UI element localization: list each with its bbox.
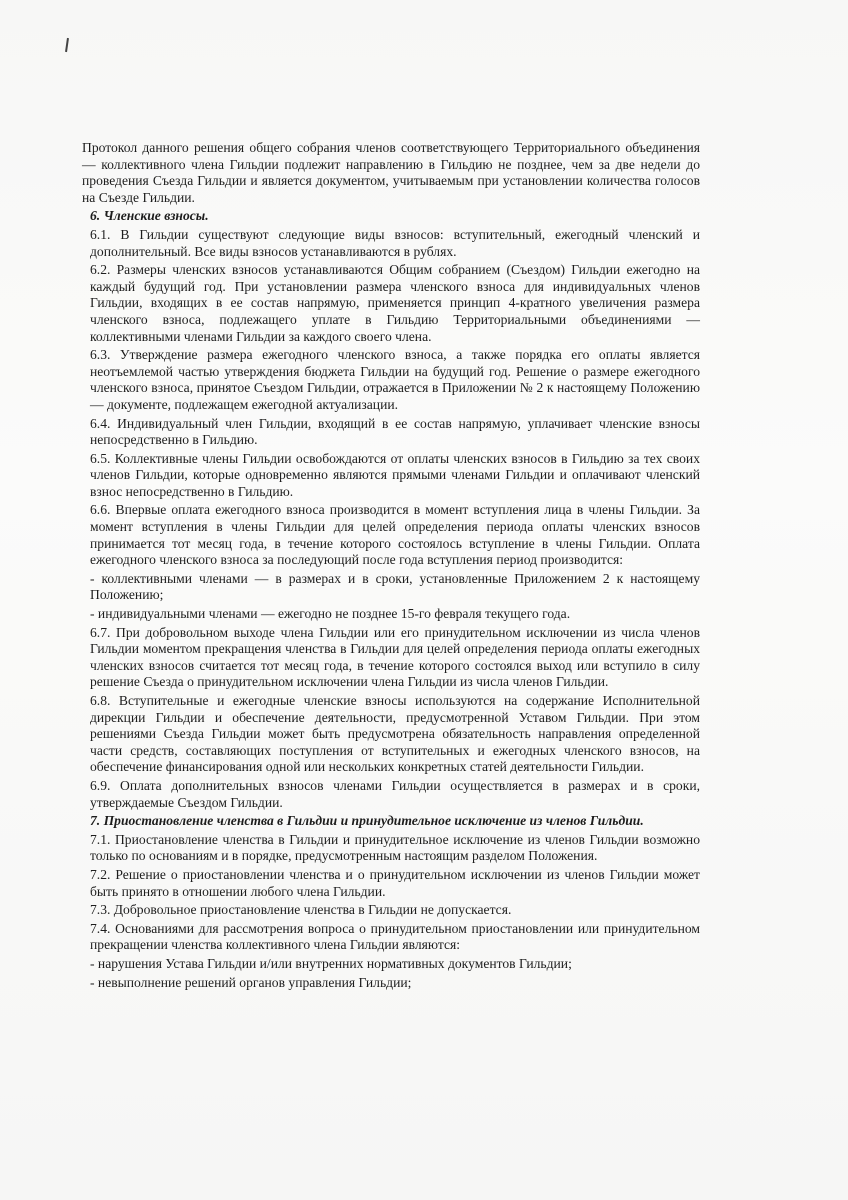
paragraph-7-1: 7.1. Приостановление членства в Гильдии и принудительное исключение из членов Гильдии возможно только по основаниям и в порядке, предусмотренным настоящим разделом Положения. [90, 831, 700, 864]
paragraph-6-9: 6.9. Оплата дополнительных взносов членами Гильдии осуществляется в размерах и в сроки, утверждаемые Съездом Гильдии. [90, 777, 700, 810]
paragraph-6-5: 6.5. Коллективные члены Гильдии освобождаются от оплаты членских взносов в Гильдию за тех своих членов Гильдии, которые одновременно являются прямыми членами Гильдии и оплачивают членский взнос непосредственно в Гильдию. [90, 450, 700, 499]
paragraph-6-8: 6.8. Вступительные и ежегодные членские взносы используются на содержание Исполнительной дирекции Гильдии и обеспечение деятельности, предусмотренной Уставом Гильдии. При этом решениями Съезда Гильдии может быть предусмотрена обязательность направления определенной части средств, составляющих поступления от вступительных и ежегодных членского взносов, на обеспечение финансирования одной или нескольких конкретных статей деятельности Гильдии. [90, 693, 700, 775]
section-6-title: 6. Членские взносы. [90, 208, 209, 224]
paragraph-6-2: 6.2. Размеры членских взносов устанавливаются Общим собранием (Съездом) Гильдии ежегодно на каждый будущий год. При установлении размера членского взноса для индивидуальных членов Гильдии, входящих в ее состав напрямую, применяется принцип 4-кратного увеличения размера членского взноса, подлежащего уплате в Гильдию Территориальными объединениями — коллективными членами Гильдии за каждого своего члена. [90, 262, 700, 344]
paragraph-7-4: 7.4. Основаниями для рассмотрения вопроса о принудительном приостановлении или принудительном прекращении членства коллективного члена Гильдии являются: [90, 920, 700, 953]
paragraph-7-2: 7.2. Решение о приостановлении членства и о принудительном исключении из членов Гильдии может быть принято в отношении любого члена Гильдии. [90, 866, 700, 899]
scan-artifact [65, 38, 69, 52]
list-item-7-4-b: - невыполнение решений органов управления Гильдии; [90, 974, 412, 990]
paragraph-6-6: 6.6. Впервые оплата ежегодного взноса производится в момент вступления лица в члены Гильдии. За момент вступления в члены Гильдии для целей определения периода оплаты членских взносов принимается тот месяц года, в течение которого состоялось вступление в члены Гильдии. Оплата ежегодного членского взноса за последующий после года вступления период производится: [90, 502, 700, 568]
paragraph-6-4: 6.4. Индивидуальный член Гильдии, входящий в ее состав напрямую, уплачивает членские взносы непосредственно в Гильдию. [90, 415, 700, 448]
paragraph-6-7: 6.7. При добровольном выходе члена Гильдии или его принудительном исключении из числа членов Гильдии моментом прекращения членства в Гильдии для целей определения периода оплаты ежегодных членских взносов считается тот месяц года, в течение которого состоялся выход или вступило в силу решение Съезда о принудительном исключении члена Гильдии из числа членов Гильдии. [90, 624, 700, 690]
intro-paragraph: Протокол данного решения общего собрания членов соответствующего Территориального объединения — коллективного члена Гильдии подлежит направлению в Гильдию не позднее, чем за две недели до проведения Съезда Гильдии и является документом, учитываемым при установлении количества голосов на Съезде Гильдии. [82, 140, 700, 205]
paragraph-6-3: 6.3. Утверждение размера ежегодного членского взноса, а также порядка его оплаты является неотъемлемой частью утверждения бюджета Гильдии на будущий год. Решение о размере ежегодного членского взноса, принятое Съездом Гильдии, отражается в Приложении № 2 к настоящему Положению — документе, подлежащем ежегодной актуализации. [90, 347, 700, 412]
list-item-6-6-a: - коллективными членами — в размерах и в сроки, установленные Приложением 2 к настоящему Положению; [90, 570, 700, 603]
paragraph-7-3: 7.3. Добровольное приостановление членства в Гильдии не допускается. [90, 902, 512, 918]
section-7-title: 7. Приостановление членства в Гильдии и принудительное исключение из членов Гильдии. [90, 813, 644, 829]
document-body [82, 140, 700, 993]
list-item-7-4-a: - нарушения Устава Гильдии и/или внутренних нормативных документов Гильдии; [90, 955, 572, 971]
list-item-6-6-b: - индивидуальными членами — ежегодно не позднее 15-го февраля текущего года. [90, 606, 571, 622]
paragraph-6-1: 6.1. В Гильдии существуют следующие виды взносов: вступительный, ежегодный членский и дополнительный. Все виды взносов устанавливаются в рублях. [90, 226, 700, 259]
